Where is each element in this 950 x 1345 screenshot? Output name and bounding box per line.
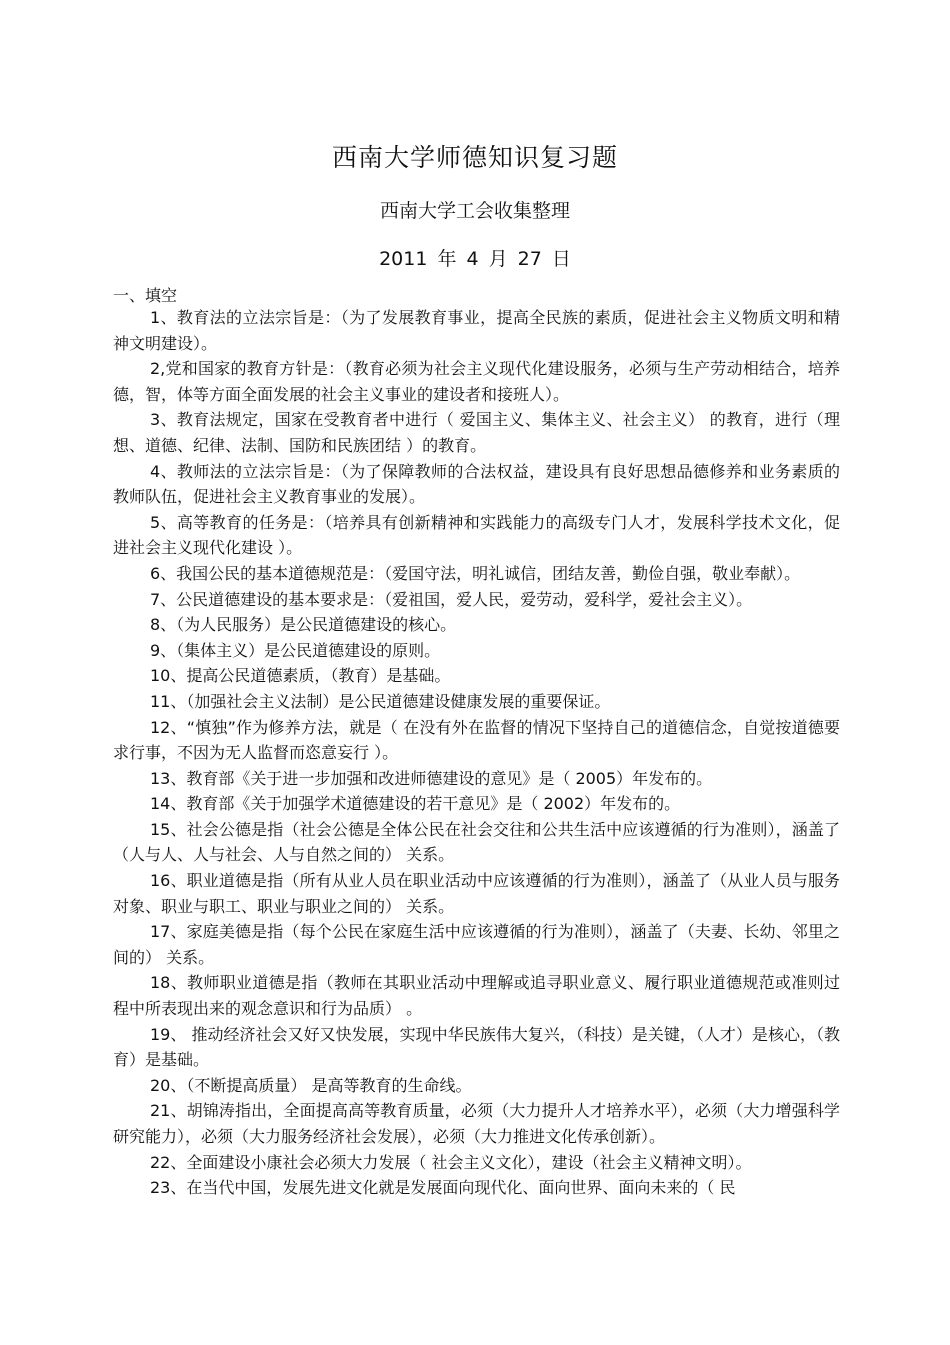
page-subtitle: 西南大学工会收集整理 bbox=[379, 200, 570, 222]
list-item: 15、社会公德是指（社会公德是全体公民在社会交往和公共生活中应该遵循的行为准则），涵盖了（人与人、人与社会、人与自然之间的） 关系。 bbox=[113, 819, 840, 865]
list-item: 20、（不断提高质量） 是高等教育的生命线。 bbox=[150, 1075, 472, 1095]
list-item: 13、教育部《关于进一步加强和改进师德建设的意见》是（ 2005）年发布的。 bbox=[150, 768, 713, 788]
list-item: 14、教育部《关于加强学术道德建设的若干意见》是（ 2002）年发布的。 bbox=[150, 794, 681, 814]
list-item: 12、“慎独”作为修养方法，就是（ 在没有外在监督的情况下坚持自己的道德信念，自觉按道德要求行事，不因为无人监督而恣意妄行 ）。 bbox=[113, 717, 840, 763]
section-heading: 一、填空 bbox=[113, 286, 178, 305]
list-item: 19、 推动经济社会又好又快发展，实现中华民族伟大复兴，（科技）是关键，（人才）是核心，（教育）是基础。 bbox=[113, 1024, 840, 1070]
list-item: 8、（为人民服务）是公民道德建设的核心。 bbox=[150, 615, 457, 635]
list-item: 10、提高公民道德素质，（教育）是基础。 bbox=[150, 666, 451, 686]
list-item: 2,党和国家的教育方针是：（教育必须为社会主义现代化建设服务，必须与生产劳动相结合，培养德，智，体等方面全面发展的社会主义事业的建设者和接班人）。 bbox=[113, 359, 840, 404]
page-date: 2011 年 4 月 27 日 bbox=[379, 248, 571, 270]
page-title: 西南大学师德知识复习题 bbox=[331, 143, 618, 172]
list-item: 22、全面建设小康社会必须大力发展（ 社会主义文化），建设（社会主义精神文明）。 bbox=[150, 1152, 752, 1172]
list-item: 9、（集体主义）是公民道德建设的原则。 bbox=[150, 640, 441, 660]
list-item: 6、我国公民的基本道德规范是：（爱国守法，明礼诚信，团结友善，勤俭自强，敬业奉献）。 bbox=[150, 563, 801, 583]
list-item: 21、胡锦涛指出，全面提高高等教育质量，必须（大力提升人才培养水平），必须（大力增强科学研究能力），必须（大力服务经济社会发展），必须（大力推进文化传承创新）。 bbox=[113, 1101, 840, 1146]
list-item: 5、高等教育的任务是：（培养具有创新精神和实践能力的高级专门人才，发展科学技术文化，促进社会主义现代化建设 ）。 bbox=[113, 512, 840, 558]
list-item: 18、教师职业道德是指（教师在其职业活动中理解或追寻职业意义、履行职业道德规范或准则过程中所表现出来的观念意识和行为品质） 。 bbox=[113, 973, 840, 1019]
list-item: 3、教育法规定，国家在受教育者中进行（ 爱国主义、集体主义、社会主义） 的教育，进行（理想、道德、纪律、法制、国防和民族团结 ）的教育。 bbox=[113, 410, 840, 455]
list-item: 4、教师法的立法宗旨是：（为了保障教师的合法权益，建设具有良好思想品德修养和业务素质的教师队伍，促进社会主义教育事业的发展）。 bbox=[113, 461, 840, 507]
list-item: 11、（加强社会主义法制）是公民道德建设健康发展的重要保证。 bbox=[150, 691, 611, 711]
list-item: 17、家庭美德是指（每个公民在家庭生活中应该遵循的行为准则），涵盖了（夫妻、长幼、邻里之间的） 关系。 bbox=[113, 922, 840, 967]
list-item: 1、教育法的立法宗旨是：（为了发展教育事业，提高全民族的素质，促进社会主义物质文明和精神文明建设）。 bbox=[113, 308, 840, 353]
list-item: 23、在当代中国，发展先进文化就是发展面向现代化、面向世界、面向未来的（ 民 bbox=[150, 1178, 736, 1198]
list-item: 16、职业道德是指（所有从业人员在职业活动中应该遵循的行为准则），涵盖了（从业人员与服务对象、职业与职工、职业与职业之间的） 关系。 bbox=[113, 871, 840, 916]
list-item: 7、公民道德建设的基本要求是：（爱祖国，爱人民，爱劳动，爱科学，爱社会主义）。 bbox=[150, 589, 753, 609]
question-list bbox=[113, 305, 840, 1201]
